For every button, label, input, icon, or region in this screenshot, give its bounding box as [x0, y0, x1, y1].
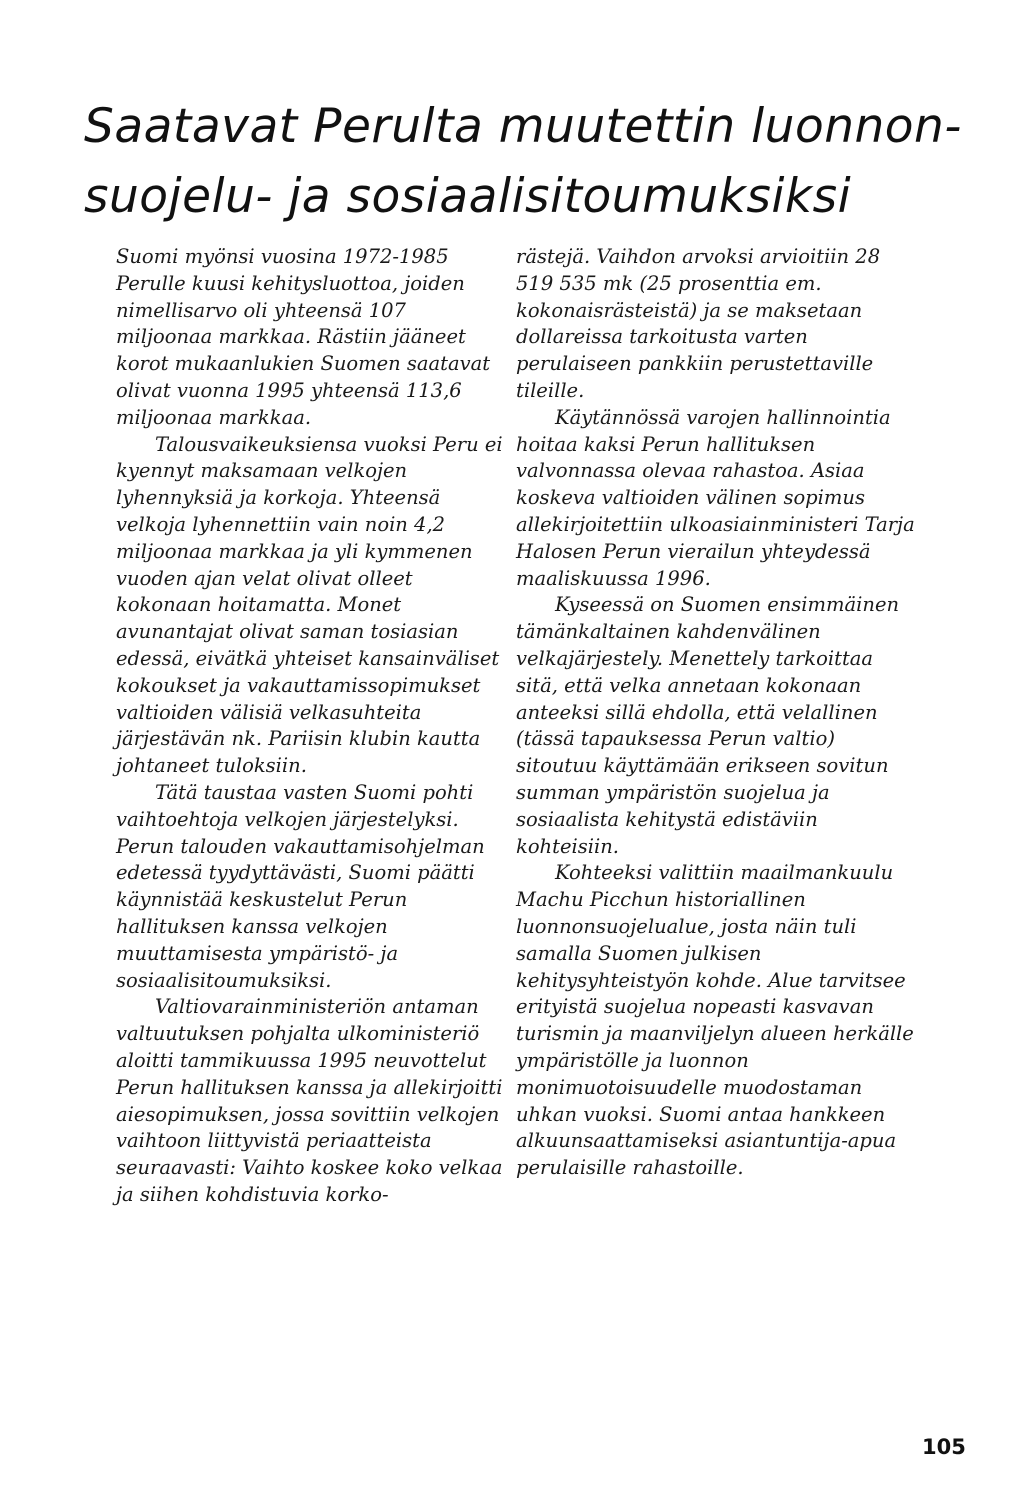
article-headline — [84, 92, 984, 232]
paragraph: Tätä taustaa vasten Suomi pohti vaihtoehtoja velkojen järjestelyksi. Perun talouden vakauttamisohjelman edetessä tyydyttävästi, Suomi päätti käynnistää keskustelut Perun hallituksen kanssa velkojen muuttamisesta ympäristö- ja sosiaalisitoumuksiksi. — [116, 780, 485, 992]
paragraph: Kohteeksi valittiin maailmankuulu Machu Picchun historiallinen luonnonsuojelualue, josta näin tuli samalla Suomen julkisen kehitysyhteistyön kohde. Alue tarvitsee erityistä suojelua nopeasti kasvavan turismin ja maanviljelyn alueen herkälle ympäristölle ja luonnon monimuotoisuudelle muodostaman uhkan vuoksi. Suomi antaa hankkeen alkuunsaattamiseksi asiantuntija-apua perulaisille rahastoille. — [516, 861, 914, 1180]
left-column — [116, 244, 506, 1209]
page-number: 105 — [922, 1435, 966, 1459]
paragraph: Valtiovarainministeriön antaman valtuutuksen pohjalta ulkoministeriö aloitti tammikuussa 1995 neuvottelut Perun hallituksen kanssa ja allekirjoitti aiesopimuksen, jossa sovittiin velkojen vaihtoon liittyvistä periaatteista seuraavasti: Vaihto koskee koko velkaa ja siihen kohdistuvia korko- — [116, 995, 503, 1206]
paragraph: Käytännössä varojen hallinnointia hoitaa kaksi Perun hallituksen valvonnassa olevaa rahastoa. Asiaa koskeva valtioiden välinen sopimus allekirjoitettiin ulkoasiainministeri Tarja Halosen Perun vierailun yhteydessä maaliskuussa 1996. — [516, 405, 915, 590]
paragraph: rästejä. Vaihdon arvoksi arvioitiin 28 519 535 mk (25 prosenttia em. kokonaisrästeistä) ja se maksetaan dollareissa tarkoitusta varten perulaiseen pankkiin perustettaville tileille. — [516, 245, 881, 402]
paragraph: Suomi myönsi vuosina 1972-1985 Perulle kuusi kehitysluottoa, joiden nimellisarvo oli yhteensä 107 miljoonaa markkaa. Rästiin jääneet korot mukaanlukien Suomen saatavat olivat vuonna 1995 yhteensä 113,6 miljoonaa markkaa. — [116, 245, 491, 429]
paragraph: Talousvaikeuksiensa vuoksi Peru ei kyennyt maksamaan velkojen lyhennyksiä ja korkoja. Yhteensä velkoja lyhennettiin vain noin 4,2 miljoonaa markkaa ja yli kymmenen vuoden ajan velat olivat olleet kokonaan hoitamatta. Monet avunantajat olivat saman tosiasian edessä, eivätkä yhteiset kansainväliset kokoukset ja vakauttamissopimukset valtioiden välisiä velkasuhteita järjestävän nk. Pariisin klubin kautta johtaneet tuloksiin. — [116, 432, 503, 778]
paragraph: Kyseessä on Suomen ensimmäinen tämänkaltainen kahdenvälinen velkajärjestely. Menettely tarkoittaa sitä, että velka annetaan kokonaan anteeksi sillä ehdolla, että velallinen (tässä tapauksessa Perun valtio) sitoutuu käyttämään erikseen sovitun summan ympäristön suojelua ja sosiaalista kehitystä edistäviin kohteisiin. — [516, 593, 900, 858]
right-column — [516, 244, 916, 1182]
headline-line-1: Saatavat Perulta muutettin luonnon- — [84, 99, 962, 154]
headline-line-2: suojelu- ja sosiaalisitoumuksiksi — [84, 169, 852, 224]
